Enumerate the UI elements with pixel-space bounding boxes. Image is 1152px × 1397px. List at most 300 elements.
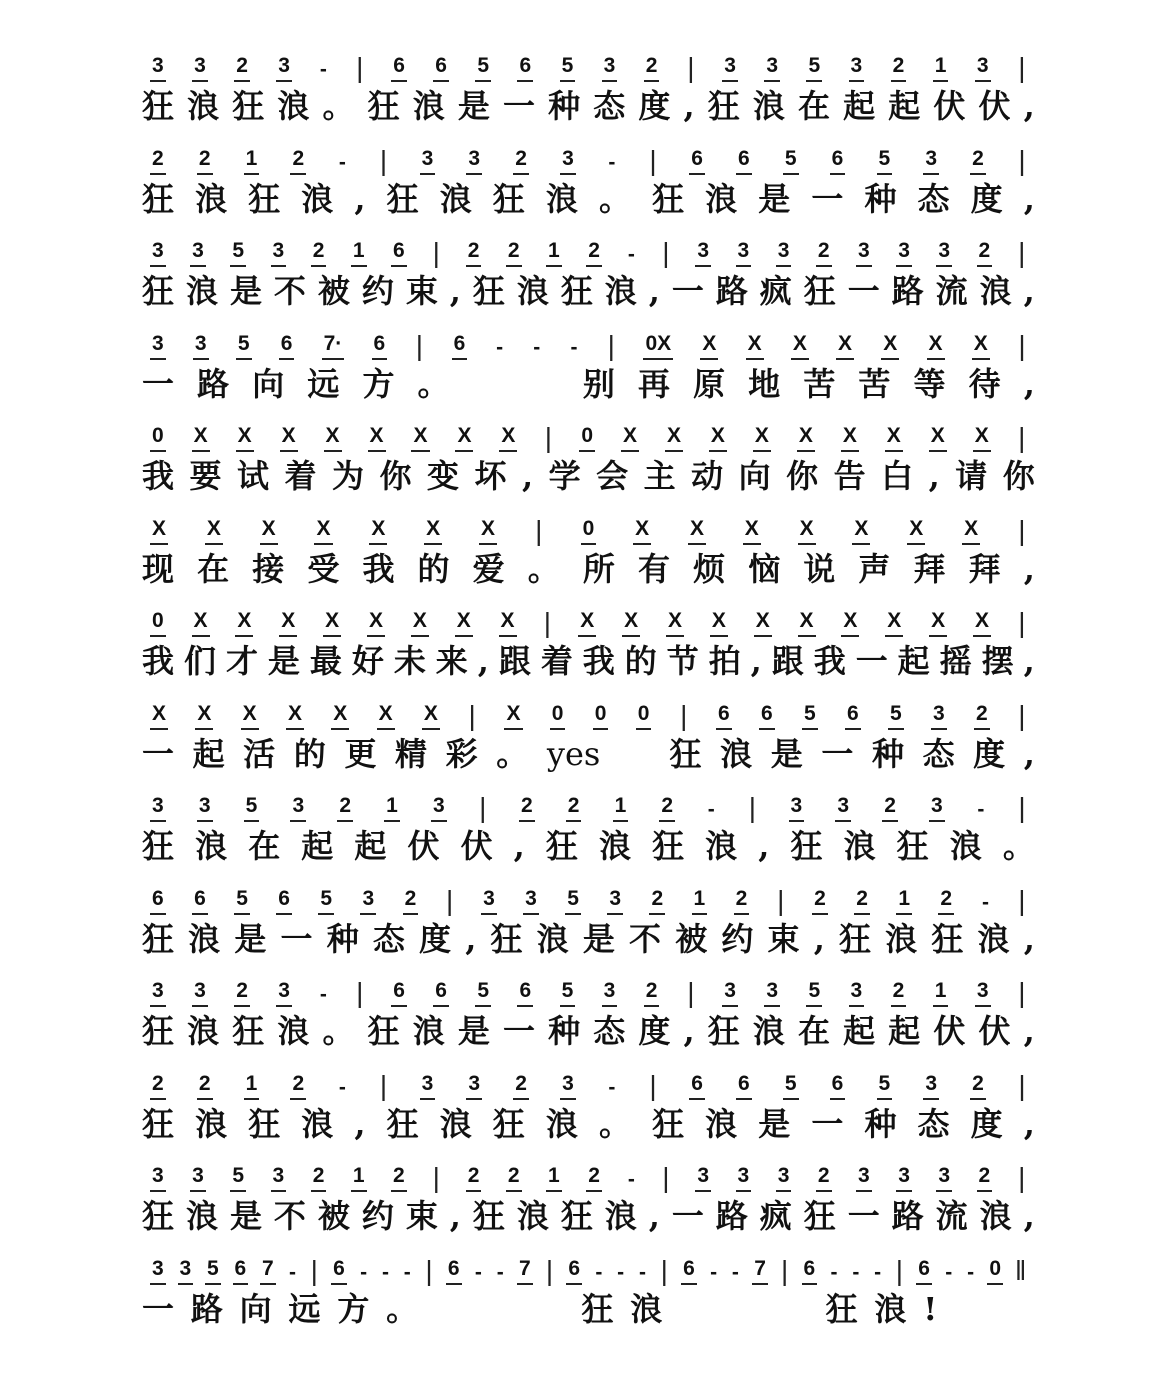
note: X <box>665 424 683 452</box>
lyric-char: 。 <box>417 364 450 403</box>
lyric-char: , <box>449 1197 461 1235</box>
lyric-char: 苦 <box>858 364 891 403</box>
lyric-char: , <box>1023 549 1035 588</box>
dash-note: - <box>319 58 327 81</box>
lyric-char: 请 <box>955 457 988 495</box>
lyric-char: 起 <box>301 827 334 865</box>
note: 5 <box>877 1072 893 1100</box>
lyric-char: 不 <box>629 919 662 958</box>
lyric-char: 路 <box>715 1197 748 1235</box>
lyric-char: 浪 <box>277 1012 310 1050</box>
barline: | <box>1018 977 1026 1008</box>
lyric-char: ! <box>923 1289 938 1328</box>
barline: | <box>446 884 454 916</box>
note: X <box>852 517 870 545</box>
barline: | <box>607 329 615 361</box>
note: X <box>885 424 903 452</box>
note: 2 <box>816 239 832 267</box>
lyric-char: 告 <box>833 457 866 495</box>
note: 2 <box>197 147 213 175</box>
note: 3 <box>481 887 497 915</box>
lyric-char: 起 <box>354 827 387 865</box>
jianpu-score <box>142 48 1035 1343</box>
note: X <box>377 702 395 730</box>
barline: | <box>662 1162 670 1193</box>
dash-note: - <box>874 1260 882 1284</box>
lyric-char: 要 <box>189 457 222 495</box>
lyric-char: 是 <box>457 1012 490 1050</box>
note: 3 <box>150 239 166 267</box>
score-line <box>142 1066 1035 1159</box>
lyric-char: 会 <box>596 457 629 495</box>
barline: | <box>415 329 424 361</box>
note: 3 <box>192 979 208 1007</box>
note: X <box>479 517 497 545</box>
note: 2 <box>938 887 954 915</box>
barline: | <box>1018 607 1026 638</box>
lyric-char: 你 <box>786 457 819 495</box>
lyrics-row <box>142 734 1035 774</box>
note: 7· <box>322 332 345 360</box>
lyric-char: 浪 <box>195 1104 228 1143</box>
note: 1 <box>351 1164 367 1192</box>
note: 2 <box>812 887 828 915</box>
note: X <box>260 517 278 545</box>
score-line <box>142 696 1035 789</box>
lyric-char: 态 <box>593 1012 626 1050</box>
lyric-char: 在 <box>197 549 230 588</box>
lyric-char: 浪 <box>185 1197 218 1235</box>
notation-row <box>142 788 1035 822</box>
note: 2 <box>586 239 602 267</box>
lyric-char: 狂 <box>790 827 823 865</box>
lyrics-row <box>142 1289 1035 1329</box>
note: 6 <box>759 702 775 730</box>
note: 2 <box>644 54 660 82</box>
lyric-char: 浪 <box>885 919 918 958</box>
barline: | <box>545 1254 554 1286</box>
dash-note: - <box>496 1260 504 1284</box>
score-line <box>142 603 1035 696</box>
lyric-char: 声 <box>858 549 891 588</box>
barline: | <box>649 1069 657 1101</box>
note: X <box>710 609 728 637</box>
lyrics-row <box>142 271 1035 311</box>
lyric-char: 一 <box>811 1104 844 1143</box>
lyric-char: 疯 <box>759 272 792 310</box>
score-line <box>142 1251 1035 1344</box>
lyric-char: 浪 <box>604 272 637 310</box>
lyric-char: 苦 <box>803 364 836 403</box>
note: 3 <box>695 239 711 267</box>
lyric-char: 你 <box>379 457 412 495</box>
dash-note: - <box>360 1260 368 1284</box>
note: 3 <box>192 54 208 82</box>
note: 6 <box>830 1072 846 1100</box>
notation-row <box>142 696 1035 730</box>
note: 2 <box>970 147 986 175</box>
barline: | <box>777 884 785 916</box>
note: 2 <box>734 887 750 915</box>
lyric-char: , <box>813 919 825 958</box>
note: X <box>150 517 168 545</box>
note: 0 <box>593 702 609 730</box>
lyric-char: 狂 <box>248 1104 281 1143</box>
lyric-char: 变 <box>427 457 460 495</box>
note: 0 <box>581 517 597 545</box>
lyric-char: 浪 <box>705 827 738 865</box>
barline: | <box>544 422 553 453</box>
dash-note: - <box>474 1260 482 1284</box>
lyric-char: , <box>1023 919 1035 958</box>
note: 5 <box>230 239 246 267</box>
lyric-char: 狂 <box>545 827 578 865</box>
lyric-char: 。 <box>527 549 560 588</box>
lyric-char: 路 <box>197 364 230 403</box>
note: X <box>746 332 764 360</box>
note: X <box>331 702 349 730</box>
note: X <box>688 517 706 545</box>
lyric-char: 来 <box>435 642 468 680</box>
note: 3 <box>602 979 618 1007</box>
note: 3 <box>150 794 166 822</box>
note: 5 <box>318 887 334 915</box>
note: X <box>192 424 210 452</box>
lyric-char: 浪 <box>604 1197 637 1235</box>
lyrics-row <box>142 456 1035 496</box>
barline: | <box>660 1254 668 1286</box>
note: 3 <box>150 979 166 1007</box>
barline: | <box>1018 699 1026 731</box>
note: 3 <box>178 1257 194 1285</box>
lyric-char: 说 <box>803 549 836 588</box>
note: X <box>499 609 517 637</box>
note: X <box>881 332 899 360</box>
lyrics-row <box>142 641 1035 681</box>
lyric-char: 约 <box>721 919 754 958</box>
lyric-char: 狂 <box>560 1197 593 1235</box>
lyric-char: 方 <box>362 364 395 403</box>
lyric-char: 浪 <box>516 272 549 310</box>
dash-note: - <box>627 1168 635 1191</box>
lyric-char: , <box>758 827 770 865</box>
note: 5 <box>806 979 822 1007</box>
note: 3 <box>271 1164 287 1192</box>
lyric-char: 伏 <box>978 87 1011 125</box>
note: 3 <box>849 979 865 1007</box>
lyric-char: 浪 <box>949 827 982 865</box>
lyric-char: 一 <box>811 179 844 218</box>
note: 2 <box>513 147 529 175</box>
note: 6 <box>233 1257 249 1285</box>
lyric-char: 方 <box>337 1289 370 1328</box>
lyric-char: 流 <box>935 272 968 310</box>
lyric-char: 狂 <box>490 919 523 958</box>
note: 2 <box>519 794 535 822</box>
lyric-char <box>435 1289 467 1329</box>
note: 6 <box>689 1072 705 1100</box>
lyric-char: 种 <box>548 1012 581 1050</box>
lyric-char: 浪 <box>874 1289 907 1328</box>
notation-row <box>142 603 1035 637</box>
lyric-char: 种 <box>864 179 897 218</box>
lyric-char: 浪 <box>516 1197 549 1235</box>
dash-note: - <box>570 335 578 359</box>
note: 5 <box>475 979 491 1007</box>
note: X <box>236 424 254 452</box>
notation-row <box>142 1251 1035 1285</box>
lyric-char: 动 <box>691 457 724 495</box>
note: 2 <box>466 239 482 267</box>
lyric-char: 是 <box>582 919 615 958</box>
lyric-char: 狂 <box>707 87 740 125</box>
lyric-char: 狂 <box>232 87 265 125</box>
lyric-char: 狂 <box>492 179 525 218</box>
lyric-char: 彩 <box>445 734 478 773</box>
dash-note: - <box>338 150 346 174</box>
note: 0 <box>150 424 166 452</box>
lyric-char: 我 <box>142 457 175 495</box>
lyric-char: 起 <box>888 1012 921 1050</box>
note: 5 <box>560 979 576 1007</box>
note: 6 <box>681 1257 697 1285</box>
barline: | <box>781 1254 789 1286</box>
lyric-char: 狂 <box>839 919 872 958</box>
barline: | <box>895 1254 904 1286</box>
lyric-char: 狂 <box>472 272 505 310</box>
lyric-char: 狂 <box>803 1197 836 1235</box>
lyric-char: 浪 <box>301 1104 334 1143</box>
lyric-char: 路 <box>891 272 924 310</box>
note: 0 <box>550 702 566 730</box>
note: 3 <box>896 239 912 267</box>
note: 2 <box>197 1072 213 1100</box>
note: 6 <box>566 1257 582 1285</box>
lyric-char: 浪 <box>630 1289 663 1328</box>
lyric-char: 未 <box>393 642 426 680</box>
lyrics-row <box>142 549 1035 589</box>
barline: | <box>310 1254 318 1286</box>
note: 3 <box>466 1072 482 1100</box>
note: 3 <box>923 1072 939 1100</box>
note: 3 <box>736 1164 752 1192</box>
barline: | <box>356 52 364 83</box>
note: 3 <box>271 239 287 267</box>
lyric-char: 约 <box>361 1197 394 1235</box>
note: 2 <box>150 147 166 175</box>
score-line <box>142 881 1035 974</box>
note: 2 <box>977 239 993 267</box>
lyric-char: 一 <box>671 1197 704 1235</box>
lyric-char: , <box>648 1197 660 1235</box>
note: 2 <box>311 1164 327 1192</box>
dash-note: - <box>617 1260 625 1284</box>
lyric-char: 主 <box>643 457 676 495</box>
note: 1 <box>896 887 912 915</box>
lyric-char: 在 <box>798 87 831 125</box>
note: X <box>962 517 980 545</box>
lyric-char: 狂 <box>386 1104 419 1143</box>
barline: | <box>649 144 657 176</box>
lyric-char: 一 <box>503 87 536 125</box>
note: 6 <box>802 1257 818 1285</box>
lyric-char: 等 <box>913 364 946 403</box>
lyric-char: 活 <box>243 734 276 773</box>
dash-note: - <box>945 1260 953 1284</box>
lyric-char <box>954 1289 986 1329</box>
lyric-char: 起 <box>843 87 876 125</box>
lyric-char: 浪 <box>977 919 1010 958</box>
lyric-char: 浪 <box>705 179 738 218</box>
lyric-char: 狂 <box>142 272 175 310</box>
lyric-char: 试 <box>237 457 270 495</box>
lyric-char: 起 <box>888 87 921 125</box>
lyric-char: 伏 <box>933 87 966 125</box>
lyric-char: 狂 <box>803 272 836 310</box>
dash-note: - <box>533 335 541 359</box>
barline: | <box>1018 514 1026 546</box>
barline: | <box>1018 1162 1026 1193</box>
lyric-char: , <box>683 1012 695 1050</box>
note: X <box>411 609 429 637</box>
barline: | <box>1018 422 1026 453</box>
lyric-char: , <box>1023 272 1035 310</box>
lyric-char: 。 <box>386 1289 419 1328</box>
dash-note: - <box>830 1260 838 1284</box>
barline: | <box>543 607 552 638</box>
lyric-char: 拜 <box>913 549 946 588</box>
lyric-char: 浪 <box>752 87 785 125</box>
lyrics-row <box>142 919 1035 959</box>
notation-row <box>142 326 1035 360</box>
lyric-char: 一 <box>855 642 888 680</box>
lyric-char: 狂 <box>248 179 281 218</box>
note: 2 <box>337 794 353 822</box>
lyric-char: 狂 <box>652 1104 685 1143</box>
note: 3 <box>856 239 872 267</box>
barline: | <box>748 792 757 823</box>
note: 0X <box>643 332 673 360</box>
note: 5 <box>888 702 904 730</box>
lyric-char: 态 <box>593 87 626 125</box>
lyric-char: 狂 <box>367 87 400 125</box>
lyric-char: 我 <box>582 642 615 680</box>
note: 3 <box>929 794 945 822</box>
lyric-char: 被 <box>317 272 350 310</box>
lyric-char: 一 <box>821 734 854 773</box>
lyric-char: 狂 <box>142 1104 175 1143</box>
lyric-char: 态 <box>917 1104 950 1143</box>
note: 3 <box>764 979 780 1007</box>
lyric-char: 在 <box>798 1012 831 1050</box>
barline: | <box>662 237 670 268</box>
lyric-char: 更 <box>344 734 377 773</box>
note: X <box>973 609 991 637</box>
barline: | <box>687 977 695 1008</box>
note: 6 <box>452 332 468 360</box>
lyric-char: 狂 <box>142 179 175 218</box>
note: X <box>367 609 385 637</box>
note: X <box>791 332 809 360</box>
dash-note: - <box>496 335 504 359</box>
lyric-char: 别 <box>582 364 615 403</box>
lyric-char: 摇 <box>939 642 972 680</box>
note: X <box>323 609 341 637</box>
lyric-char: 伏 <box>407 827 440 865</box>
note: 0 <box>987 1257 1003 1285</box>
dash-note: - <box>982 890 989 914</box>
lyric-char: 恼 <box>748 549 781 588</box>
lyric-char: 在 <box>248 827 281 865</box>
note: 5 <box>783 1072 799 1100</box>
notation-row <box>142 1158 1035 1192</box>
barline: | <box>468 699 476 731</box>
note: 1 <box>384 794 400 822</box>
lyric-char: 狂 <box>472 1197 505 1235</box>
notation-row <box>142 973 1035 1007</box>
note: 3 <box>936 239 952 267</box>
note: 1 <box>546 1164 562 1192</box>
lyric-char: 狂 <box>707 1012 740 1050</box>
note: 5 <box>783 147 799 175</box>
note: 3 <box>849 54 865 82</box>
note: X <box>929 424 947 452</box>
lyric-char: 浪 <box>843 827 876 865</box>
note: 3 <box>276 979 292 1007</box>
lyric-char: 被 <box>317 1197 350 1235</box>
note: 0 <box>636 702 652 730</box>
lyric-char: 一 <box>503 1012 536 1050</box>
barline: | <box>1018 884 1026 916</box>
note: 6 <box>331 1257 347 1285</box>
lyric-char: 浪 <box>545 1104 578 1143</box>
lyric-char: 向 <box>252 364 285 403</box>
note: 1 <box>933 979 949 1007</box>
note: 6 <box>916 1257 932 1285</box>
lyric-char: , <box>1023 364 1035 403</box>
note: 3 <box>856 1164 872 1192</box>
note: 3 <box>290 794 306 822</box>
note: 3 <box>776 1164 792 1192</box>
lyric-char: 一 <box>847 1197 880 1235</box>
lyric-char: 狂 <box>142 919 175 958</box>
note: 1 <box>692 887 708 915</box>
note: 3 <box>150 54 166 82</box>
lyric-char: 狂 <box>896 827 929 865</box>
lyric-char: 有 <box>637 549 670 588</box>
lyric-char: 是 <box>234 919 267 958</box>
note: 5 <box>565 887 581 915</box>
note: 6 <box>446 1257 462 1285</box>
lyric-char: 白 <box>881 457 914 495</box>
lyric-char: 拜 <box>968 549 1001 588</box>
lyric-char: 。 <box>598 1104 631 1143</box>
lyric-char: 种 <box>548 87 581 125</box>
lyric-char: 态 <box>917 179 950 218</box>
note: 6 <box>279 332 295 360</box>
score-line <box>142 141 1035 234</box>
dash-note: - <box>381 1260 389 1284</box>
note: 1 <box>546 239 562 267</box>
lyrics-row <box>142 179 1035 219</box>
note: 3 <box>975 979 991 1007</box>
barline: | <box>379 1069 388 1101</box>
lyric-char: 种 <box>864 1104 897 1143</box>
note: 3 <box>722 54 738 82</box>
note: X <box>235 609 253 637</box>
barline: | <box>687 52 695 83</box>
note: 2 <box>311 239 327 267</box>
